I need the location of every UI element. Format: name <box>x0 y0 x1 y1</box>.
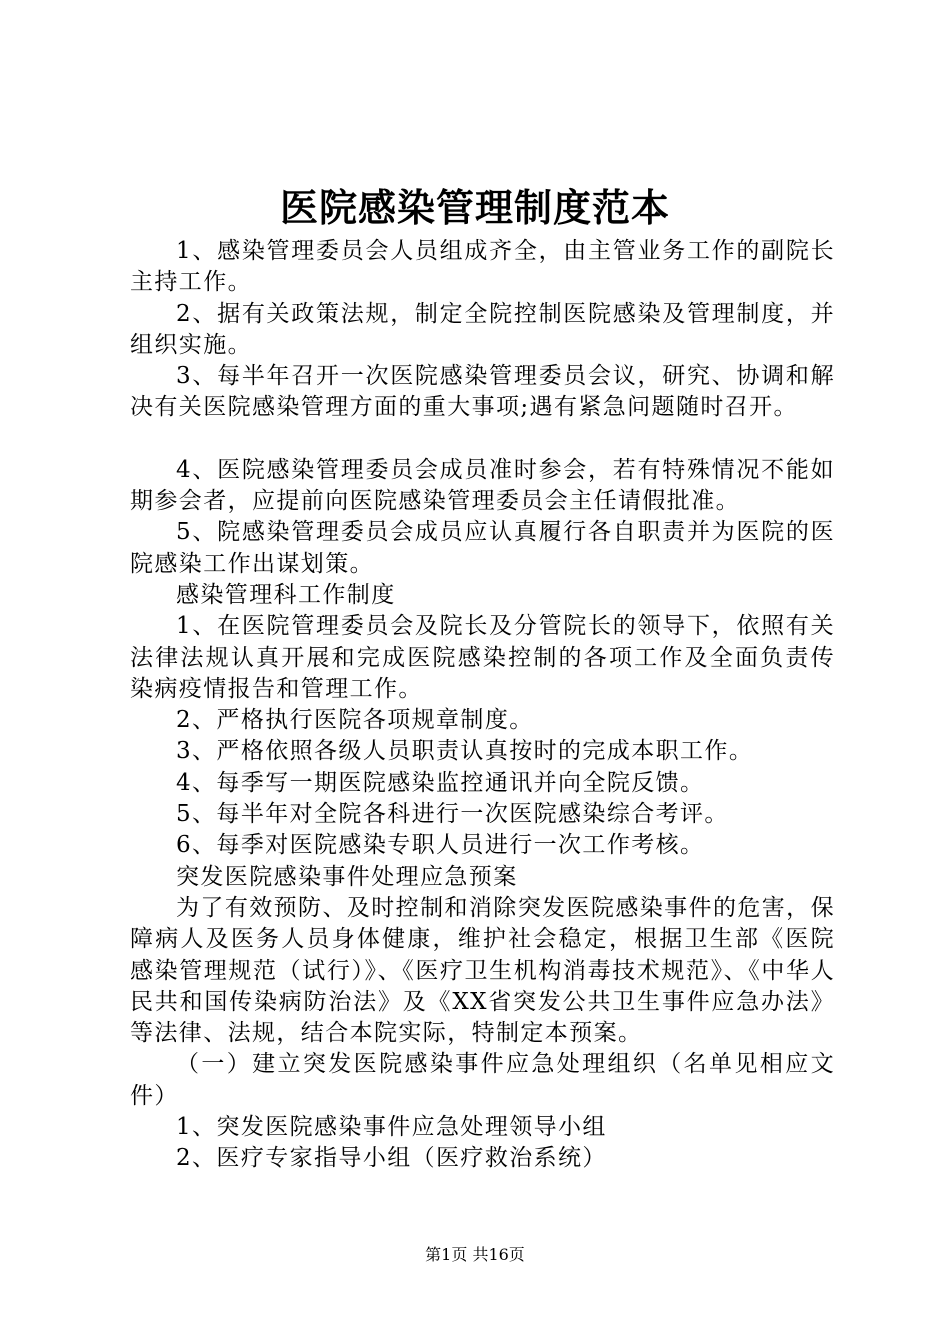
paragraph-committee-1: 1、感染管理委员会人员组成齐全，由主管业务工作的副院长主持工作。 <box>130 238 835 296</box>
paragraph-committee-3: 3、每半年召开一次医院感染管理委员会议，研究、协调和解决有关医院感染管理方面的重大事项;遇有紧急问题随时召开。 <box>130 363 835 421</box>
paragraph-emergency-2: 2、医疗专家指导小组（医疗救治系统） <box>176 1145 607 1172</box>
paragraph-committee-4: 4、医院感染管理委员会成员准时参会，若有特殊情况不能如期参会者，应提前向医院感染管理委员会主任请假批准。 <box>130 456 835 515</box>
paragraph-emergency-1: 1、突发医院感染事件应急处理领导小组 <box>176 1114 607 1141</box>
paragraph-department-3: 3、严格依照各级人员职责认真按时的完成本职工作。 <box>176 738 754 765</box>
paragraph-emergency-organization: （一）建立突发医院感染事件应急处理组织（名单见相应文件） <box>130 1051 835 1109</box>
paragraph-department-1: 1、在医院管理委员会及院长及分管院长的领导下，依照有关法律法规认真开展和完成医院感染控制的各项工作及全面负责传染病疫情报告和管理工作。 <box>130 613 835 702</box>
page-footer: 第1页 共16页 <box>425 1245 525 1264</box>
paragraph-department-5: 5、每半年对全院各科进行一次医院感染综合考评。 <box>176 801 729 828</box>
paragraph-committee-2: 2、据有关政策法规，制定全院控制医院感染及管理制度，并组织实施。 <box>130 300 835 358</box>
paragraph-emergency-intro: 为了有效预防、及时控制和消除突发医院感染事件的危害，保障病人及医务人员身体健康，维护社会稳定，根据卫生部《医院感染管理规范（试行）》、《医疗卫生机构消毒技术规范》、《中华人民共和国传染病防治法》及《XX省突发公共卫生事件应急办法》等法律、法规，结合本院实际，特制定本预案。 <box>130 894 835 1047</box>
paragraph-department-4: 4、每季写一期医院感染监控通讯并向全院反馈。 <box>176 769 705 796</box>
document-title: 医院感染管理制度范本 <box>279 185 670 230</box>
paragraph-department-6: 6、每季对医院感染专职人员进行一次工作考核。 <box>176 832 705 859</box>
section-heading-department-rules: 感染管理科工作制度 <box>176 581 396 608</box>
document-body <box>130 236 835 1175</box>
section-heading-emergency-plan: 突发医院感染事件处理应急预案 <box>176 863 518 890</box>
paragraph-department-2: 2、严格执行医院各项规章制度。 <box>176 707 534 734</box>
paragraph-committee-5: 5、院感染管理委员会成员应认真履行各自职责并为医院的医院感染工作出谋划策。 <box>130 519 835 577</box>
